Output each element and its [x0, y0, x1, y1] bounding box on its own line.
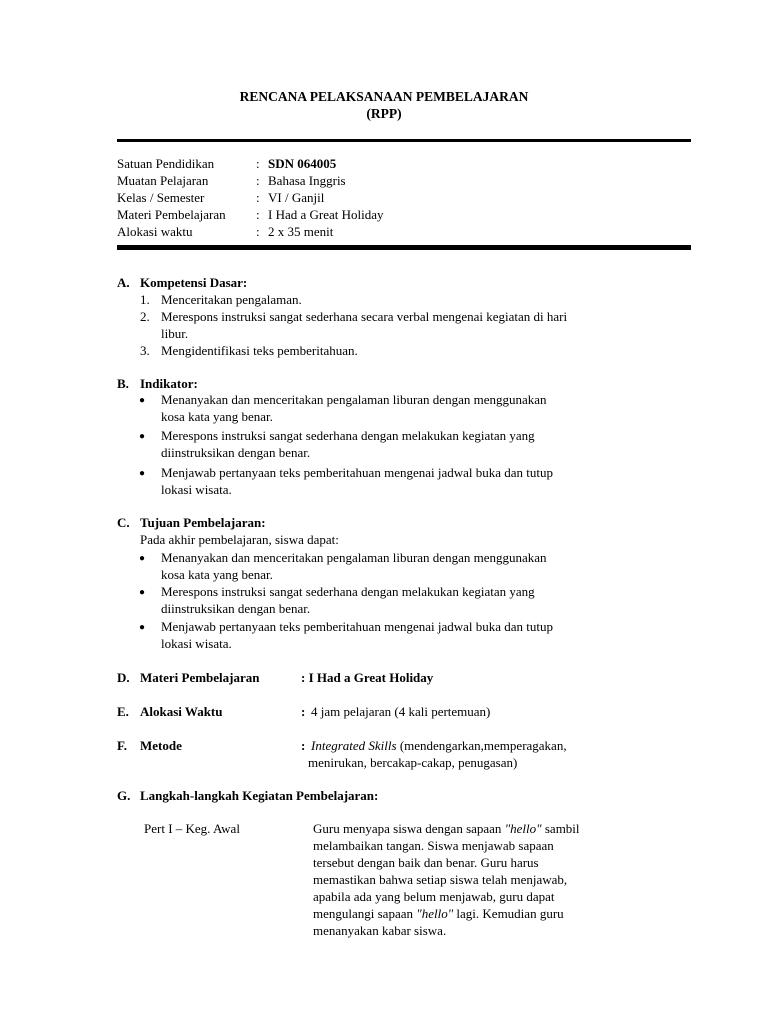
section-g-letter: G.: [117, 788, 131, 803]
activity-text: Guru menyapa siswa dengan sapaan: [313, 821, 505, 836]
section-g-heading: Langkah-langkah Kegiatan Pembelajaran:: [140, 788, 379, 803]
section-c-letter: C.: [117, 515, 130, 530]
bullet-icon: ●: [139, 622, 146, 633]
top-rule: [117, 139, 691, 142]
list-item-cont: diinstruksikan dengan benar.: [161, 601, 311, 616]
section-e-letter: E.: [117, 704, 129, 719]
activity-line: tersebut dengan baik dan benar. Guru harus: [313, 855, 539, 870]
list-item-cont: lokasi wisata.: [161, 636, 232, 651]
section-c-heading: Tujuan Pembelajaran:: [140, 515, 266, 530]
list-item: Menjawab pertanyaan teks pemberitahuan mengenai jadwal buka dan tutup: [161, 465, 554, 480]
activity-text: sambil: [541, 821, 580, 836]
info-label: Materi Pembelajaran: [117, 207, 226, 222]
info-colon: :: [256, 156, 260, 171]
list-item: Merespons instruksi sangat sederhana dengan melakukan kegiatan yang: [161, 584, 535, 599]
section-e-colon: :: [301, 704, 306, 719]
list-item-cont: kosa kata yang benar.: [161, 409, 273, 424]
activity-text: mengulangi sapaan: [313, 906, 417, 921]
section-c-intro: Pada akhir pembelajaran, siswa dapat:: [140, 532, 339, 547]
list-item: Menanyakan dan menceritakan pengalaman liburan dengan menggunakan: [161, 550, 547, 565]
section-e-heading: Alokasi Waktu: [140, 704, 223, 719]
section-f-value-rest: (mendengarkan,memperagakan,: [396, 738, 567, 753]
section-b-heading: Indikator:: [140, 376, 198, 391]
section-a-letter: A.: [117, 275, 130, 290]
info-colon: :: [256, 224, 260, 239]
info-value: SDN 064005: [268, 156, 337, 171]
list-number: 2.: [140, 309, 150, 324]
bullet-icon: ●: [139, 587, 146, 598]
list-item-cont: lokasi wisata.: [161, 482, 232, 497]
activity-line: apabila ada yang belum menjawab, guru dapat: [313, 889, 555, 904]
section-f-heading: Metode: [140, 738, 182, 753]
list-item-cont: kosa kata yang benar.: [161, 567, 273, 582]
bullet-icon: ●: [139, 468, 146, 479]
activity-line: [313, 820, 580, 837]
section-f-value: [311, 737, 567, 754]
list-item: Mengidentifikasi teks pemberitahuan.: [161, 343, 358, 358]
list-item-cont: diinstruksikan dengan benar.: [161, 445, 311, 460]
list-number: 1.: [140, 292, 150, 307]
activity-line: melambaikan tangan. Siswa menjawab sapaan: [313, 838, 554, 853]
info-label: Muatan Pelajaran: [117, 173, 209, 188]
info-value: Bahasa Inggris: [268, 173, 346, 188]
activity-line: [313, 905, 564, 922]
section-d-value: : I Had a Great Holiday: [301, 670, 434, 685]
section-d-letter: D.: [117, 670, 130, 685]
list-item: Menceritakan pengalaman.: [161, 292, 302, 307]
bullet-icon: ●: [139, 431, 146, 442]
section-f-colon: :: [301, 738, 306, 753]
bullet-icon: ●: [139, 553, 146, 564]
list-item: Merespons instruksi sangat sederhana dengan melakukan kegiatan yang: [161, 428, 535, 443]
info-label: Alokasi waktu: [117, 224, 193, 239]
info-value: 2 x 35 menit: [268, 224, 334, 239]
document-title: RENCANA PELAKSANAAN PEMBELAJARAN: [239, 89, 529, 104]
section-d-heading: Materi Pembelajaran: [140, 670, 260, 685]
activity-line: menanyakan kabar siswa.: [313, 923, 447, 938]
activity-label: Pert I – Keg. Awal: [144, 821, 240, 836]
info-value: I Had a Great Holiday: [268, 207, 384, 222]
list-item-cont: libur.: [161, 326, 189, 341]
list-number: 3.: [140, 343, 150, 358]
activity-italic-text: "hello": [416, 906, 454, 921]
activity-line: memastikan bahwa setiap siswa telah menjawab,: [313, 872, 568, 887]
section-f-value-italic: Integrated Skills: [311, 738, 397, 753]
info-label: Kelas / Semester: [117, 190, 205, 205]
section-f-letter: F.: [117, 738, 127, 753]
info-value: VI / Ganjil: [268, 190, 325, 205]
document-subtitle: (RPP): [366, 106, 402, 121]
list-item: Menjawab pertanyaan teks pemberitahuan mengenai jadwal buka dan tutup: [161, 619, 554, 634]
section-a-heading: Kompetensi Dasar:: [140, 275, 248, 290]
section-f-value-cont: menirukan, bercakap-cakap, penugasan): [308, 755, 518, 770]
activity-text: lagi. Kemudian guru: [453, 906, 564, 921]
info-colon: :: [256, 173, 260, 188]
info-colon: :: [256, 190, 260, 205]
info-colon: :: [256, 207, 260, 222]
info-label: Satuan Pendidikan: [117, 156, 215, 171]
activity-italic-text: "hello": [504, 821, 542, 836]
section-b-letter: B.: [117, 376, 129, 391]
bullet-icon: ●: [139, 395, 146, 406]
bottom-rule: [117, 245, 691, 250]
list-item: Merespons instruksi sangat sederhana secara verbal mengenai kegiatan di hari: [161, 309, 568, 324]
list-item: Menanyakan dan menceritakan pengalaman liburan dengan menggunakan: [161, 392, 547, 407]
section-e-value: 4 jam pelajaran (4 kali pertemuan): [311, 704, 491, 719]
